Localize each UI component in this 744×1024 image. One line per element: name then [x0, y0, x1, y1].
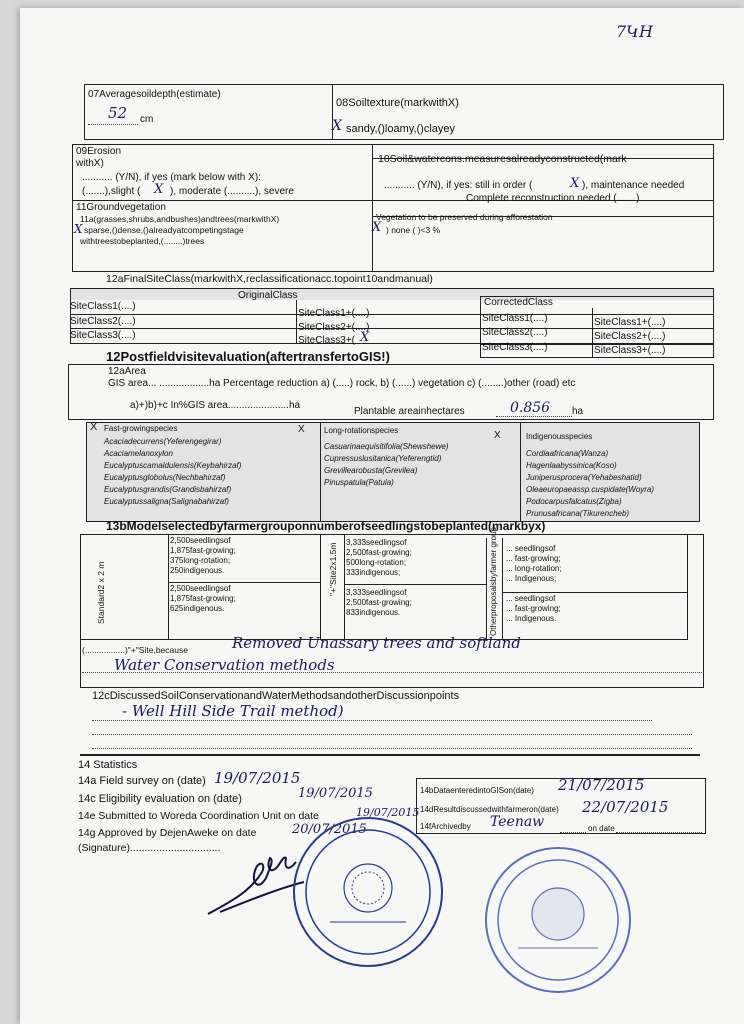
other-label: Otherproposalsbyfarmer group: [489, 527, 498, 636]
s09-line2a: (.......),slight (: [82, 186, 141, 197]
because-handwriting-1: Removed Unassary trees and softland: [232, 634, 521, 652]
s14f-value: Teenaw: [490, 814, 545, 830]
orig-left-2: SiteClass2(....): [70, 316, 136, 327]
fast-species-5: Eucalyptusgrandis(Grandisbahirzaf): [104, 485, 232, 494]
indig-species-4: Oleaeuropaeassp.cuspidate(Woyra): [526, 485, 655, 494]
form-page: [20, 8, 744, 1024]
long-species-4: Pinuspatula(Patula): [324, 478, 394, 487]
page-number-mark: 7ԿH: [616, 22, 653, 41]
corr-right-2: SiteClass2+(....): [594, 331, 666, 342]
s14f-label: 14fArchivedby: [420, 822, 471, 831]
s11-veg-opts: ) none ( )<3 %: [386, 225, 441, 235]
other-a-line: ... seedlingsof: [506, 544, 556, 553]
orig-right-3: SiteClass3+(: [298, 335, 355, 346]
s12a-corrected: CorrectedClass: [484, 297, 553, 308]
s14d-label: 14dResultdiscussedwithfarmeron(date): [420, 805, 559, 814]
corr-left-2: SiteClass2(....): [482, 327, 548, 338]
long-species-2: Cupressuslusitanica(Yeferengtid): [324, 454, 442, 463]
indig-species-2: Hagenlaabyssinica(Koso): [526, 461, 617, 470]
site-b-line: 833indigenous.: [346, 608, 401, 617]
std-a-line: 250indigenous.: [170, 566, 225, 575]
std-a-line: 375long-rotation;: [170, 556, 231, 565]
fast-species-2: Acaciamelanoxylon: [104, 449, 173, 458]
orig-left-1: SiteClass1(....): [70, 301, 136, 312]
s09-line2b: ), moderate (..........), severe: [170, 186, 294, 197]
orig-mark: X: [360, 330, 370, 345]
s09-title: 09Erosion: [76, 146, 122, 157]
site-label: "+"Site2x1.5m: [328, 542, 338, 596]
s13b-title: 13bModelselectedbyfarmergrouponnumberofseedlingstobeplanted(markbyx): [106, 519, 546, 533]
std-a-line: 1,875fast-growing;: [170, 546, 236, 555]
indig-species-3: Juniperusprocera(Yehabeshatid): [526, 473, 642, 482]
other-b-line: ... Indigenous.: [506, 614, 557, 623]
orig-right-1: SiteClass1+(....): [298, 308, 370, 319]
s14c-value: 19/07/2015: [298, 786, 373, 801]
s10-line1a: ........... (Y/N), if yes: still in order (: [384, 180, 533, 191]
indig-title: Indigenousspecies: [526, 432, 593, 441]
long-mark: X: [298, 424, 305, 435]
s08-title: 08Soiltexture(markwithX): [336, 97, 459, 109]
s12a-title: 12aFinalSiteClass(markwithX,reclassificationacc.topoint10andmanual): [106, 273, 433, 285]
standard-label: Standard2 x 2 m: [96, 561, 106, 624]
corr-right-1: SiteClass1+(....): [594, 317, 666, 328]
fast-title: Fast-growingspecies: [104, 424, 178, 433]
s14-title: 14 Statistics: [78, 759, 138, 771]
long-title: Long-rotationspecies: [324, 426, 399, 435]
site-a-line: 3,333seedlingsof: [346, 538, 407, 547]
fast-species-4: Eucalyptusglobolus(Nechbahirzaf): [104, 473, 226, 482]
official-stamp-right: [482, 844, 634, 996]
orig-right-2: SiteClass2+(....): [298, 322, 370, 333]
s14a-value: 19/07/2015: [214, 769, 301, 787]
site-b-line: 3,333seedlingsof: [346, 588, 407, 597]
other-a-line: ... fast-growing;: [506, 554, 561, 563]
s14g-value: 20/07/2015: [292, 822, 367, 837]
fast-mark: X: [90, 421, 98, 433]
s14f-suffix: on date: [588, 824, 615, 833]
s08-options: sandy,()loamy,()clayey: [346, 123, 456, 135]
indig-mark: X: [494, 430, 501, 441]
s12c-title: 12cDiscussedSoilConservationandWaterMethodsandotherDiscussionpoints: [92, 690, 460, 702]
s09-title2: withX): [76, 158, 104, 169]
s14e-value: 19/07/2015: [356, 806, 420, 819]
site-a-line: 333indigenous;: [346, 568, 401, 577]
other-a-line: ... long-rotation;: [506, 564, 562, 573]
orig-left-3: SiteClass3(....): [70, 330, 136, 341]
s14-signature-label: (Signature)...............................: [78, 842, 221, 854]
s14a-label: 14a Field survey on (date): [78, 775, 206, 787]
s14d-value: 22/07/2015: [582, 798, 669, 816]
s08-mark: X: [332, 118, 342, 134]
indig-species-5: Podocarpusfalcatus(Zigba): [526, 497, 622, 506]
long-species-1: Casuarinaequisitifolia(Shewshewe): [324, 442, 449, 451]
site-a-line: 2,500fast-growing;: [346, 548, 412, 557]
fast-species-1: Acaciadecurrens(Yeferengegirar): [104, 437, 222, 446]
s12a-original: OriginalClass: [238, 290, 298, 301]
other-b-line: ... fast-growing;: [506, 604, 561, 613]
s10-line1b: ), maintenance needed: [582, 180, 685, 191]
s10-mark: X: [570, 176, 580, 191]
corr-left-3: SiteClass3(....): [482, 342, 548, 353]
fast-species-3: Eucalyptuscamaldulensis(Keybahirzaf): [104, 461, 242, 470]
indig-species-1: Cordiaafricana(Wanza): [526, 449, 609, 458]
s10-line2: Complete reconstruction needed (.......): [466, 193, 640, 204]
s14c-label: 14c Eligibility evaluation on (date): [78, 793, 242, 805]
corr-left-1: SiteClass1(....): [482, 313, 548, 324]
s12-plantable-value: 0.856: [510, 400, 551, 416]
s12-sum-line: a)+)b)+c In%GIS area......................ha: [130, 400, 301, 411]
s14b-label: 14bDataenteredintoGISon(date): [420, 786, 534, 795]
s12-plantable: Plantable areainhectares: [354, 406, 465, 417]
s11-line3: withtreestobeplanted,(........)trees: [80, 236, 205, 246]
s11-veg-line: Vegetation to be preserved during afforestation: [376, 212, 553, 222]
s12-area: 12aArea: [108, 366, 146, 377]
official-stamp-left: [290, 814, 446, 970]
s11-title: 11Groundvegetation: [76, 202, 166, 213]
std-b-line: 2,500seedlingsof: [170, 584, 231, 593]
s09-mark: X: [154, 182, 164, 197]
s07-unit: cm: [140, 114, 154, 125]
std-b-line: 1,875fast-growing;: [170, 594, 236, 603]
s11-mark: X: [74, 222, 83, 236]
s09-line1: ........... (Y/N), if yes (mark below with X):: [82, 172, 261, 183]
s14g-label: 14g Approved by DejenAweke on date: [78, 827, 257, 839]
indig-species-6: Prunusafricana(Tikurencheb): [526, 509, 630, 518]
s11-veg-mark: X: [372, 220, 382, 235]
s07-title: 07Averagesoildepth(estimate): [88, 89, 221, 100]
other-b-line: ... seedlingsof: [506, 594, 556, 603]
s11-line1: 11a(grasses,shrubs,andbushes)andtrees(markwithX): [80, 214, 280, 224]
s10-title: 10Soil&watercons.measuresalreadyconstructed(mark: [378, 153, 627, 165]
std-a-line: 2,500seedlingsof: [170, 536, 231, 545]
std-b-line: 625indigenous.: [170, 604, 225, 613]
s14b-value: 21/07/2015: [558, 776, 645, 794]
s07-value: 52: [108, 104, 128, 122]
other-a-line: ... Indigenous;: [506, 574, 557, 583]
long-species-3: Grevillearobusta(Grevilea): [324, 466, 418, 475]
because-handwriting-2: Water Conservation methods: [114, 656, 335, 674]
fast-species-6: Eucalyptussaligna(Salignabahirzaf): [104, 497, 229, 506]
site-a-line: 500long-rotation;: [346, 558, 407, 567]
s12-title: 12Postfieldvisitevaluation(aftertransfertoGIS!): [106, 349, 390, 364]
s12c-handwriting: - Well Hill Side Trail method): [122, 702, 344, 720]
corr-right-3: SiteClass3+(....): [594, 345, 666, 356]
s12-plantable-unit: ha: [572, 406, 584, 417]
s11-line2: sparse,()dense,()alreadyatcompetingstage: [84, 225, 244, 235]
because-line: (.................)"+"Site,because: [82, 645, 188, 655]
s14e-label: 14e Submitted to Woreda Coordination Unit on date: [78, 810, 319, 822]
s12-gis-line: GIS area... ..................ha Percentage reduction a) (.....) rock, b) (......) vegetation c) (........)other (road) etc: [108, 378, 576, 389]
site-b-line: 2,500fast-growing;: [346, 598, 412, 607]
